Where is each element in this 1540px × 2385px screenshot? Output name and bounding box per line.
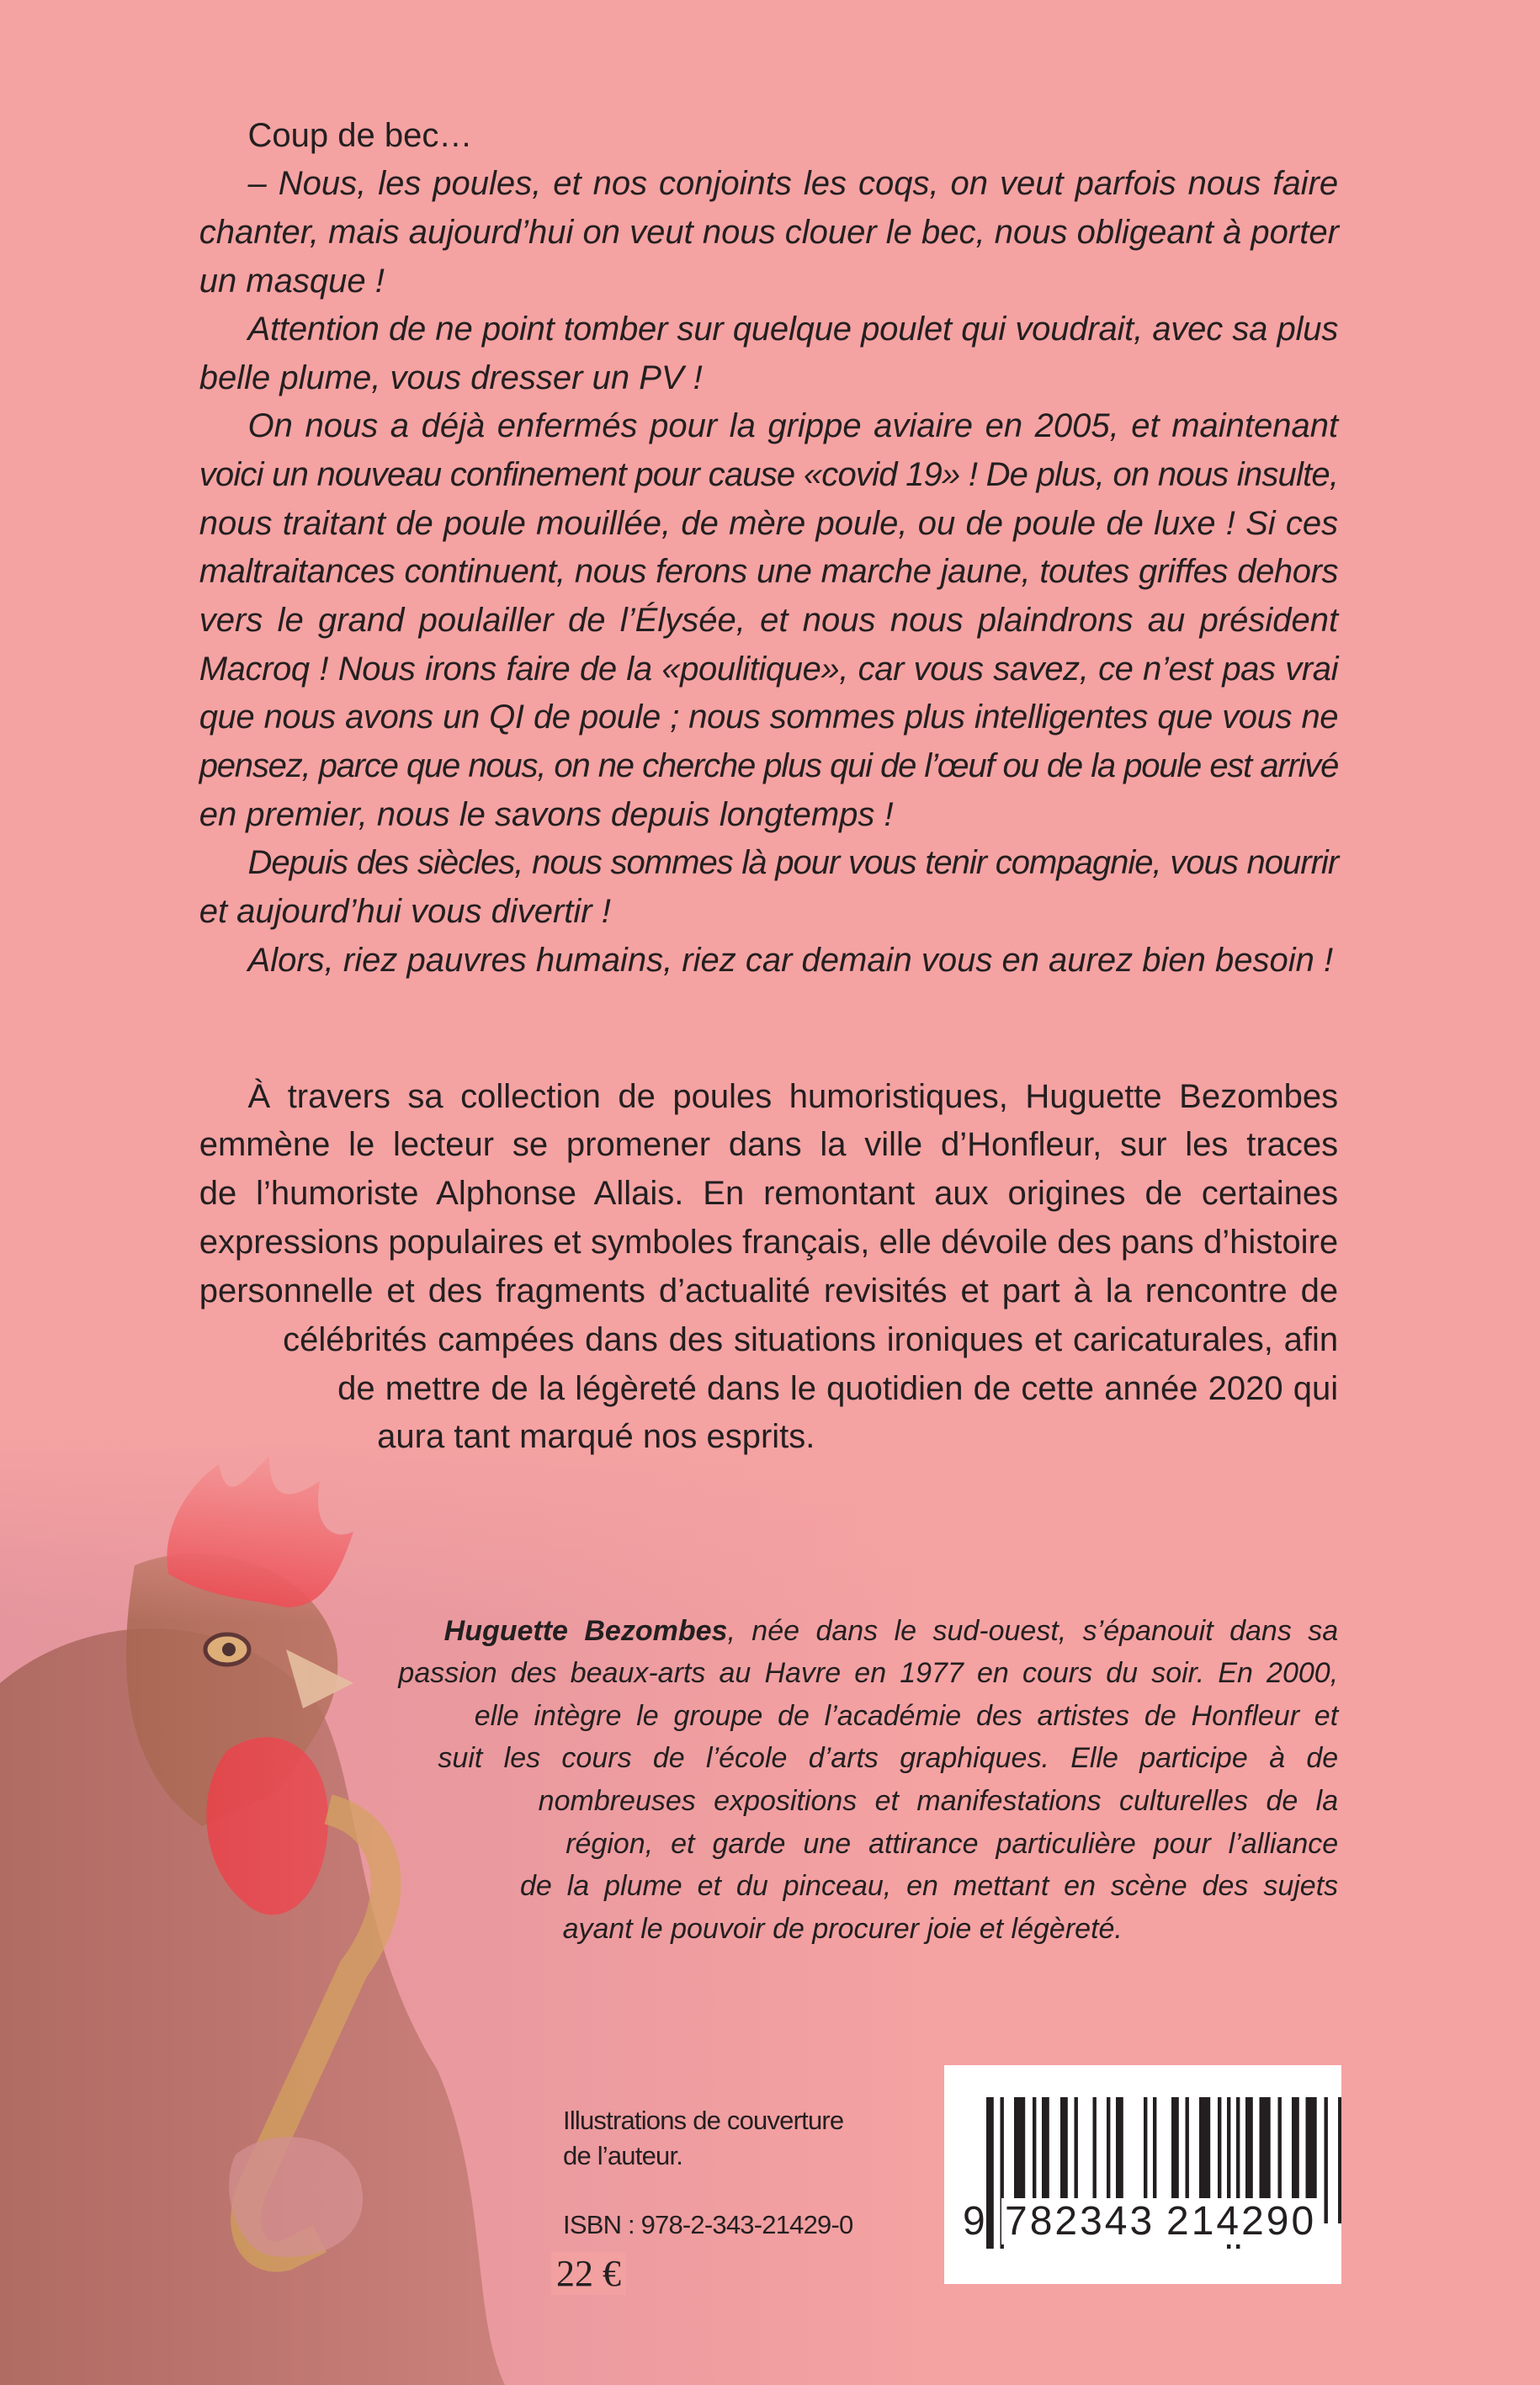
excerpt-line-text: en premier, nous le savons depuis longtemps ! <box>199 795 894 833</box>
bio-line-text: suit les cours de l’école d’arts graphiques. Elle participe à de <box>438 1742 1339 1775</box>
excerpt-line-text: et aujourd’hui vous divertir ! <box>199 892 611 930</box>
summary-line <box>283 1320 1339 1358</box>
author-name: Huguette Bezombes <box>443 1614 728 1647</box>
excerpt-line-text: voici un nouveau confinement pour cause «covid 19» ! De plus, on nous insulte, <box>199 456 1339 494</box>
isbn-text: ISBN : 978-2-343-21429-0 <box>563 2210 853 2239</box>
excerpt-line <box>199 264 385 298</box>
excerpt-line-text: que nous avons un QI de poule ; nous sommes plus intelligentes que vous ne <box>199 699 1339 736</box>
bio-line-text: ayant le pouvoir de procurer joie et légèreté. <box>562 1912 1123 1945</box>
excerpt-line <box>247 116 473 154</box>
summary-line <box>337 1369 1339 1407</box>
excerpt-line-text: maltraitances continuent, nous ferons une marche jaune, toutes griffes dehors <box>199 553 1339 591</box>
barcode-digit-first: 9 <box>963 2199 985 2244</box>
excerpt-line-text: – Nous, les poules, et nos conjoints les coqs, on veut parfois nous faire <box>247 165 1339 203</box>
excerpt-line <box>248 409 1339 443</box>
bio-line <box>398 1657 1339 1690</box>
bio-line <box>566 1827 1339 1860</box>
bio-line <box>519 1870 1339 1903</box>
excerpt-line <box>199 746 1339 784</box>
barcode-bar <box>1338 2097 1341 2223</box>
summary-line-text: de l’humoriste Alphonse Allais. En remontant aux origines de certaines <box>199 1175 1339 1213</box>
excerpt-line-text: belle plume, vous dresser un PV ! <box>199 359 703 396</box>
bio-line-text: passion des beaux-arts au Havre en 1977 en cours du soir. En 2000, <box>398 1657 1339 1690</box>
excerpt-line <box>199 361 703 395</box>
excerpt-line-text: vers le grand poulailler de l’Élysée, et nous nous plaindrons au président <box>199 602 1339 640</box>
summary-line <box>199 1224 1339 1262</box>
excerpt-line <box>247 165 1339 203</box>
summary-line-text: de mettre de la légèreté dans le quotidien de cette année 2020 qui <box>337 1369 1339 1407</box>
barcode-bar <box>1325 2097 1328 2223</box>
barcode-group1: 782343 <box>1001 2198 1158 2244</box>
summary-line <box>377 1418 815 1456</box>
excerpt-line-text: un masque ! <box>199 262 385 300</box>
excerpt-line-text: On nous a déjà enfermés pour la grippe aviaire en 2005, et maintenant <box>247 407 1339 445</box>
summary-line <box>199 1126 1339 1164</box>
illustration-credit-line1: Illustrations de couverture <box>563 2106 844 2135</box>
excerpt-line <box>199 652 1338 686</box>
bio-line <box>562 1912 1123 1945</box>
bio-line-text: région, et garde une attirance particulière pour l’alliance <box>566 1827 1339 1860</box>
excerpt-line-text: Macroq ! Nous irons faire de la «poulitique», car vous savez, ce n’est pas vrai <box>199 650 1339 688</box>
bio-line <box>443 1614 1339 1647</box>
excerpt-line-text: nous traitant de poule mouillée, de mère poule, ou de poule de luxe ! Si ces <box>199 504 1339 542</box>
excerpt-line-text: chanter, mais aujourd’hui on veut nous clouer le bec, nous obligeant à porter <box>199 213 1339 251</box>
bio-line-text: nombreuses expositions et manifestations culturelles de la <box>538 1784 1339 1817</box>
bio-line <box>538 1784 1339 1817</box>
summary-line-text: À travers sa collection de poules humoristiques, Huguette Bezombes <box>247 1077 1339 1115</box>
illustration-credit-line2: de l’auteur. <box>563 2141 683 2170</box>
excerpt-line <box>248 943 1334 977</box>
excerpt-line-text: pensez, parce que nous, on ne cherche plus qui de l’œuf ou de la poule est arrivé <box>199 746 1339 784</box>
bio-line-text: de la plume et du pinceau, en mettant en scène des sujets <box>519 1870 1339 1903</box>
bio-line-text: , née dans le sud-ouest, s’épanouit dans sa <box>727 1614 1339 1647</box>
summary-line-text: expressions populaires et symboles français, elle dévoile des pans d’histoire <box>199 1224 1339 1262</box>
summary-line <box>247 1077 1339 1115</box>
excerpt-line <box>247 844 1339 882</box>
excerpt-line <box>199 795 894 833</box>
price-label: 22 € <box>551 2252 626 2295</box>
barcode-bar <box>986 2097 994 2249</box>
rooster-illustration <box>0 1431 951 2385</box>
excerpt-line <box>248 312 1339 346</box>
barcode-bars <box>944 2065 1341 2284</box>
bio-line-text: elle intègre le groupe de l’académie des artistes de Honfleur et <box>474 1699 1339 1732</box>
excerpt-line <box>199 553 1339 591</box>
excerpt-line <box>199 215 1338 249</box>
summary-line <box>199 1175 1339 1213</box>
summary-line-text: aura tant marqué nos esprits. <box>377 1418 815 1456</box>
excerpt-line <box>199 504 1339 542</box>
bio-line <box>438 1742 1339 1775</box>
excerpt-line-text: Alors, riez pauvres humains, riez car demain vous en aurez bien besoin ! <box>247 941 1334 979</box>
excerpt-line <box>199 456 1339 494</box>
excerpt-line-text: Depuis des siècles, nous sommes là pour vous tenir compagnie, vous nourrir <box>247 844 1339 882</box>
summary-line-text: célébrités campées dans des situations ironiques et caricaturales, afin <box>283 1320 1339 1358</box>
excerpt-line <box>199 892 611 930</box>
summary-line-text: personnelle et des fragments d’actualité revisités et part à la rencontre de <box>199 1272 1339 1309</box>
summary-line-text: emmène le lecteur se promener dans la ville d’Honfleur, sur les traces <box>199 1126 1339 1164</box>
excerpt-line-text: Coup de bec… <box>247 116 473 154</box>
excerpt-line <box>199 602 1339 640</box>
excerpt-line-text: Attention de ne point tomber sur quelque poulet qui voudrait, avec sa plus <box>247 311 1339 348</box>
barcode <box>944 2065 1341 2284</box>
bio-line <box>474 1699 1339 1732</box>
summary-line <box>199 1274 1338 1308</box>
barcode-group2: 214290 <box>1163 2198 1320 2244</box>
excerpt-line <box>199 700 1338 734</box>
